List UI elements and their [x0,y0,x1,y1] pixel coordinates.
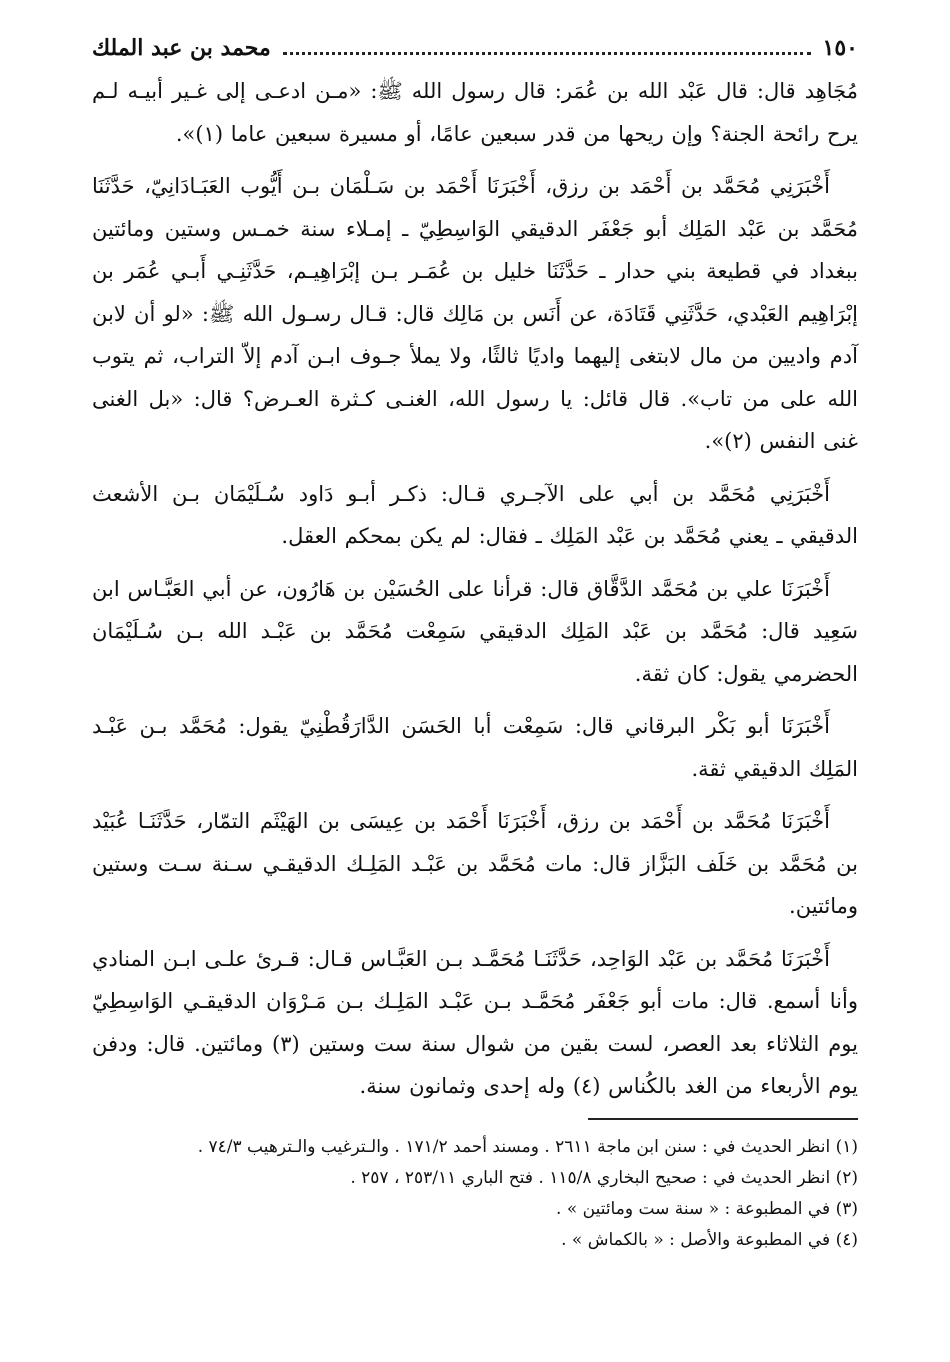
paragraph: أَخْبَرَنِي مُحَمَّد بن أَحْمَد بن رزق، أَخْبَرَنَا أَحْمَد بن سَـلْمَان بـن أَيُّوب العَبَـادَانِيّ، حَدَّثَنَا مُحَمَّد بن عَبْد المَلِك أبو جَعْفَر الدقيقي الوَاسِطِيّ ـ إمـلاء سنة خمـس وستين ومائتين ببغداد في قطيعة بني حدار ـ حَدَّثَنَا خليل بن عُمَـر بـن إبْرَاهِيـم، حَدَّثَنِـي أَبـي عُمَر بن إبْرَاهِيم العَبْدي، حَدَّثَنِي قَتَادَة، عن أَنَس بن مَالِك قال: قـال رسـول الله ﷺ: «لو أن لابن آدم واديين من مال لابتغى إليهما واديًا ثالثًا، ولا يملأ جـوف ابـن آدم إلاّ التراب، ثم يتوب الله على من تاب». قال قائل: يا رسول الله، الغنـى كـثرة العـرض؟ قال: «بل الغنى غنى النفس (٢)». [92,174,858,453]
paragraph: أَخْبَرَنَا علي بن مُحَمَّد الدَّقَّاق قال: قرأنا على الحُسَيْن بن هَارُون، عن أبي العَبَّـاس ابن سَعِيد قال: مُحَمَّد بن عَبْد المَلِك الدقيقي سَمِعْت مُحَمَّد بن عَبْـد الله بـن سُـلَيْمَان الحضرمي يقول: كان ثقة. [92,576,858,686]
footnote: (٤) في المطبوعة والأصل : « بالكماش » . [561,1229,858,1250]
footnotes [92,1132,858,1256]
footnote: (٣) في المطبوعة : « سنة ست ومائتين » . [556,1198,858,1219]
paragraph: أَخْبَرَنَا أبو بَكْر البرقاني قال: سَمِعْت أبا الحَسَن الدَّارَقُطْنِيّ يقول: مُحَمَّد بـن عَبْـد المَلِك الدقيقي ثقة. [92,714,858,781]
paragraph: أَخْبَرَنَا مُحَمَّد بن أَحْمَد بن رزق، أَخْبَرَنَا أَحْمَد بن عِيسَى بن الهَيْثَم التمّار، حَدَّثَنَـا عُبَيْد بن مُحَمَّد بن خَلَف البَزَّاز قال: مات مُحَمَّد بن عَبْـد المَلِـك الدقيقـي سـنة سـت وستين ومائتين. [92,809,858,918]
main-text [92,70,858,1108]
paragraph: مُجَاهِد قال: قال عَبْد الله بن عُمَر: قال رسول الله ﷺ: «مـن ادعـى إلى غـير أبيـه لـم يرح رائحة الجنة؟ وإن ريحها من قدر سبعين عامًا، أو مسيرة سبعين عاما (١)». [92,79,858,146]
paragraph: أَخْبَرَنَا مُحَمَّد بن عَبْد الوَاحِد، حَدَّثَنَـا مُحَمَّـد بـن العَبَّـاس قـال: قـرئ علـى ابـن المنادي وأنا أسمع. قال: مات أبو جَعْفَر مُحَمَّـد بـن عَبْـد المَلِـك بـن مَـرْوَان الدقيقـي الوَاسِطِيّ يوم الثلاثاء بعد العصر، لست بقين من شوال سنة ست وستين (٣) ومائتين. قال: ودفن يوم الأربعاء من الغد بالكُناس (٤) وله إحدى وثمانون سنة. [92,946,858,1098]
footnote: (٢) انظر الحديث في : صحيح البخاري ١١٥/٨ . فتح الباري ٢٥٣/١١ ، ٢٥٧ . [350,1167,858,1188]
header-dotted-leader [283,42,811,55]
footnote-separator [588,1118,858,1120]
running-title: محمد بن عبد الملك [92,35,271,61]
paragraph: أَخْبَرَنِي مُحَمَّد بن أبي على الآجـري قـال: ذكـر أبـو دَاود سُـلَيْمَان بـن الأشعث الدقيقي ـ يعني مُحَمَّد بن عَبْد المَلِك ـ فقال: لم يكن بمحكم العقل. [92,481,858,548]
footnote: (١) انظر الحديث في : سنن ابن ماجة ٢٦١١ . ومسند أحمد ١٧١/٢ . والـترغيب والـترهيب ٧٤/٣ . [197,1136,858,1157]
page-header [92,28,858,68]
page-number: ١٥٠ [822,35,858,61]
